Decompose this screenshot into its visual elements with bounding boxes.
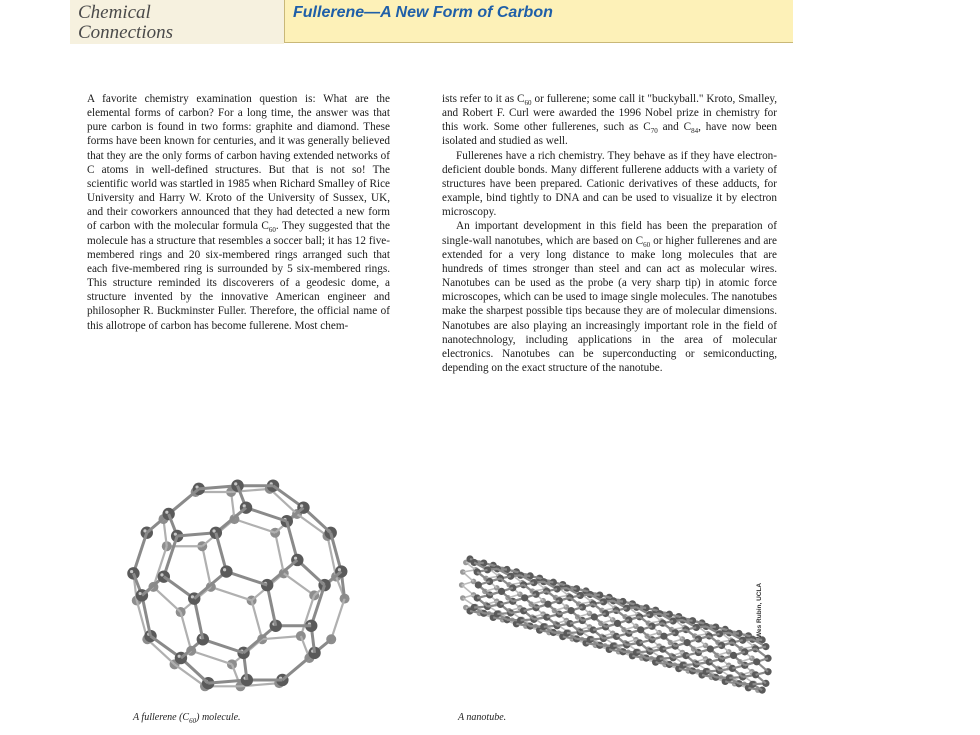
text-run: ists refer to it as C [442, 93, 525, 105]
nanotube-atom [544, 601, 551, 608]
nanotube-atom [660, 633, 667, 640]
fullerene-atom-highlight [212, 529, 215, 532]
section-label-line2: Connections [78, 22, 173, 43]
nanotube-atom [684, 639, 691, 646]
fullerene-atom [220, 565, 232, 577]
subscript: 60 [189, 717, 197, 725]
fullerene-atom-highlight [191, 595, 194, 598]
fullerene-atom-highlight [143, 529, 146, 532]
fullerene-bond [246, 508, 287, 522]
text-column-right [442, 92, 777, 375]
fullerene-atom [296, 631, 306, 641]
fullerene-bond [226, 572, 267, 586]
page-title: Fullerene—A New Form of Carbon [293, 4, 553, 21]
fullerene-bond [262, 636, 301, 639]
subscript: 84 [691, 127, 699, 136]
fullerene-bond [202, 546, 211, 587]
fullerene-caption [133, 712, 241, 723]
fullerene-bond [252, 600, 263, 639]
fullerene-atom-highlight [160, 573, 163, 576]
photo-credit: Wes Rubin, UCLA [756, 582, 763, 638]
fullerene-atom-highlight [165, 511, 168, 514]
fullerene-atom-highlight [223, 568, 226, 571]
fullerene-bond [331, 599, 344, 640]
nanotube-atom [591, 613, 598, 620]
fullerene-bond [142, 595, 151, 636]
fullerene-atom-highlight [139, 592, 142, 595]
fullerene-atom-highlight [174, 533, 177, 536]
subscript: 60 [643, 240, 651, 249]
text-run: An important development in this field has been the preparation of single-wall nanotubes, which are based on C [442, 220, 777, 247]
text-run: and C [657, 121, 692, 134]
nanotube-atom [614, 620, 621, 627]
text-run: , have now been isolated and studied as well. [442, 121, 777, 148]
text-run: A fullerene (C [133, 712, 190, 723]
nanotube-atom [637, 626, 644, 633]
header-bar [0, 0, 980, 44]
text-column-left [87, 92, 390, 333]
fullerene-bond [284, 573, 314, 595]
fullerene-bond [191, 651, 232, 665]
fullerene-bond [203, 639, 244, 653]
fullerene-bond [194, 599, 203, 640]
subscript: 70 [650, 127, 658, 136]
paragraph: Fullerenes have a rich chemistry. They behave as if they have electron-deficient double bonds. Many different fullerene adducts with a variety of structures have been prepared. Cationic derivatives of these adducts, for example, bind tightly to DNA and can be used to visualize it by electron microscopy. [442, 149, 777, 219]
fullerene-molecule-illustration [124, 468, 354, 708]
nanotube-atom [498, 588, 505, 595]
nanotube-atom [753, 658, 760, 665]
nanotube-caption: A nanotube. [458, 712, 507, 723]
nanotube-atom [521, 594, 528, 601]
fullerene-atom-highlight [130, 570, 133, 573]
text-run: or fullerene; some call it "buckyball." Kroto, Smalley, and Robert F. Curl were awarded the 1996 Nobel prize in chemistry for this work. Some other fullerenes, such as C [442, 93, 777, 134]
section-label-box [70, 0, 284, 44]
fullerene-bond [211, 587, 252, 601]
fullerene-bond [234, 519, 275, 533]
nanotube-atom [707, 645, 714, 652]
text-run: ) molecule. [196, 712, 241, 723]
text-run: . They suggested that the molecule has a structure that resembles a soccer ball; it has 12 five-membered rings and 20 six-membered rings arranged such that each five-membered ring is surrounded by 5 six-membered rings. This structure reminded its discoverers of a geodesic dome, a structure invented by the innovative American engineer and philosopher R. Buckminster Fuller. Therefore, the official name of this allotrope of carbon has become fullerene. Most chem- [87, 220, 390, 332]
fullerene-bond [282, 653, 314, 680]
nanotube-illustration [452, 545, 787, 695]
fullerene-bond [133, 533, 146, 574]
nanotube-atom [568, 607, 575, 614]
fullerene-bond [153, 587, 180, 612]
section-label-line1: Chemical [78, 2, 151, 23]
text-run: or higher fullerenes and are extended for a very long distance to make long molecules that are hundreds of times stronger than steel and can act as molecular wires. Nanotubes can be used as the probe (a very sharp tip) in atomic force microscopes, which can be used to image single molecules. The nanotubes make the sharpest possible tips because they are of molecular dimensions. Nanotubes are also playing an increasingly important role in the field of nanotechnology, including applications in the area of molecular electronics. Nanotubes can be superconducting or semiconducting, depending on the exact structure of the nanotube. [442, 234, 777, 374]
text-run: A favorite chemistry examination question is: What are the elemental forms of carbon? For a long time, the answer was that pure carbon is found in two forms: graphite and diamond. These forms have been known for centuries, and it was generally believed that they are the only forms of carbon having extended networks of C atoms in well-defined structures. But that is not so! The scientific world was startled in 1985 when Richard Smalley of Rice University and Harry W. Kroto of the University of Sussex, UK, and their coworkers announced that they had detected a new form of carbon with the molecular formula C [87, 93, 390, 233]
paragraph [442, 92, 777, 149]
fullerene-bond [267, 585, 276, 626]
fullerene-bond [194, 572, 226, 599]
fullerene-bond [275, 533, 284, 574]
paragraph [442, 219, 777, 375]
subscript: 60 [268, 226, 276, 235]
fullerene-atom [162, 508, 174, 520]
fullerene-bond [181, 612, 192, 651]
nanotube-atom [730, 652, 737, 659]
fullerene-atom-highlight [178, 655, 181, 658]
title-box [284, 0, 793, 43]
paragraph [87, 92, 390, 333]
nanotube-atom [475, 581, 482, 588]
fullerene-atom-highlight [234, 482, 237, 485]
subscript: 60 [524, 99, 532, 108]
